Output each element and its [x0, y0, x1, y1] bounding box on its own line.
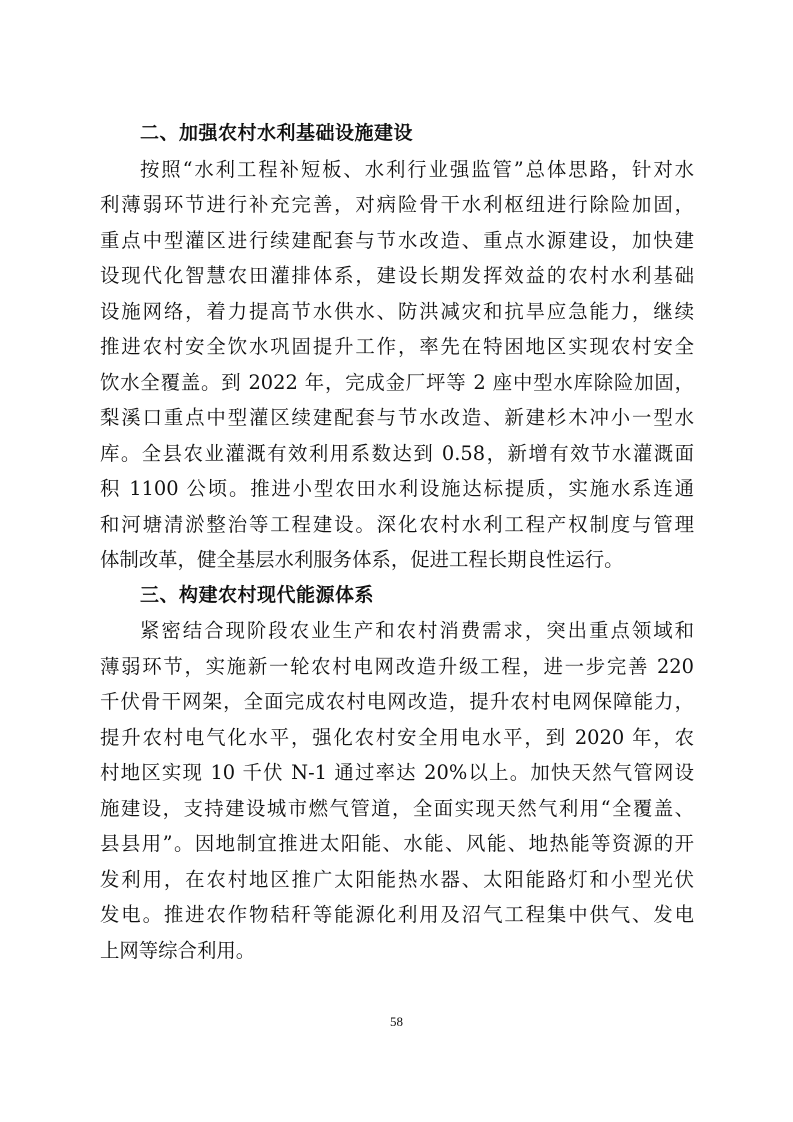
text-line: 梨溪口重点中型灌区续建配套与节水改造、新建杉木冲小一型水	[100, 406, 694, 429]
text-line: 设现代化智慧农田灌排体系，建设长期发挥效益的农村水利基础	[100, 264, 694, 287]
text-line: 库。全县农业灌溉有效利用系数达到 0.58，新增有效节水灌溉面	[100, 441, 694, 465]
text-line: 提升农村电气化水平，强化农村安全用电水平，到 2020 年，农	[100, 725, 694, 749]
text-line: 体制改革，健全基层水利服务体系，促进工程长期良性运行。	[100, 548, 624, 571]
text-line: 薄弱环节，实施新一轮农村电网改造升级工程，进一步完善 220	[100, 654, 694, 678]
text-line: 发电。推进农作物秸秆等能源化利用及沼气工程集中供气、发电	[100, 903, 694, 926]
text-line: 千伏骨干网架，全面完成农村电网改造，提升农村电网保障能力，	[100, 690, 694, 713]
text-line: 饮水全覆盖。到 2022 年，完成金厂坪等 2 座中型水库除险加固，	[100, 370, 694, 394]
section-heading-rural-energy-system: 三、构建农村现代能源体系	[140, 583, 375, 606]
document-body	[100, 116, 694, 968]
text-line: 发利用，在农村地区推广太阳能热水器、太阳能路灯和小型光伏	[100, 867, 694, 891]
text-line: 村地区实现 10 千伏 N-1 通过率达 20%以上。加快天然气管网设	[100, 761, 694, 784]
text-line: 上网等综合利用。	[100, 938, 256, 962]
paragraph-rural-water-infrastructure	[100, 152, 694, 578]
text-line: 设施网络，着力提高节水供水、防洪减灾和抗旱应急能力，继续	[100, 299, 694, 323]
text-line: 利薄弱环节进行补充完善，对病险骨干水利枢纽进行除险加固，	[100, 193, 694, 216]
text-line: 推进农村安全饮水巩固提升工作，率先在特困地区实现农村安全	[100, 335, 694, 358]
text-line: 按照“水利工程补短板、水利行业强监管”总体思路，针对水	[140, 157, 694, 181]
text-line: 重点中型灌区进行续建配套与节水改造、重点水源建设，加快建	[100, 228, 694, 252]
section-heading-rural-water-infrastructure: 二、加强农村水利基础设施建设	[140, 122, 414, 144]
text-line: 积 1100 公顷。推进小型农田水利设施达标提质，实施水系连通	[100, 477, 694, 500]
page-number: 58	[390, 1014, 403, 1029]
paragraph-rural-energy-system	[100, 613, 694, 968]
text-line: 紧密结合现阶段农业生产和农村消费需求，突出重点领域和	[140, 619, 694, 642]
text-line: 县县用”。因地制宜推进太阳能、水能、风能、地热能等资源的开	[100, 832, 694, 855]
text-line: 和河塘清淤整治等工程建设。深化农村水利工程产权制度与管理	[100, 512, 694, 536]
text-line: 施建设，支持建设城市燃气管道，全面实现天然气利用“全覆盖、	[100, 796, 694, 820]
